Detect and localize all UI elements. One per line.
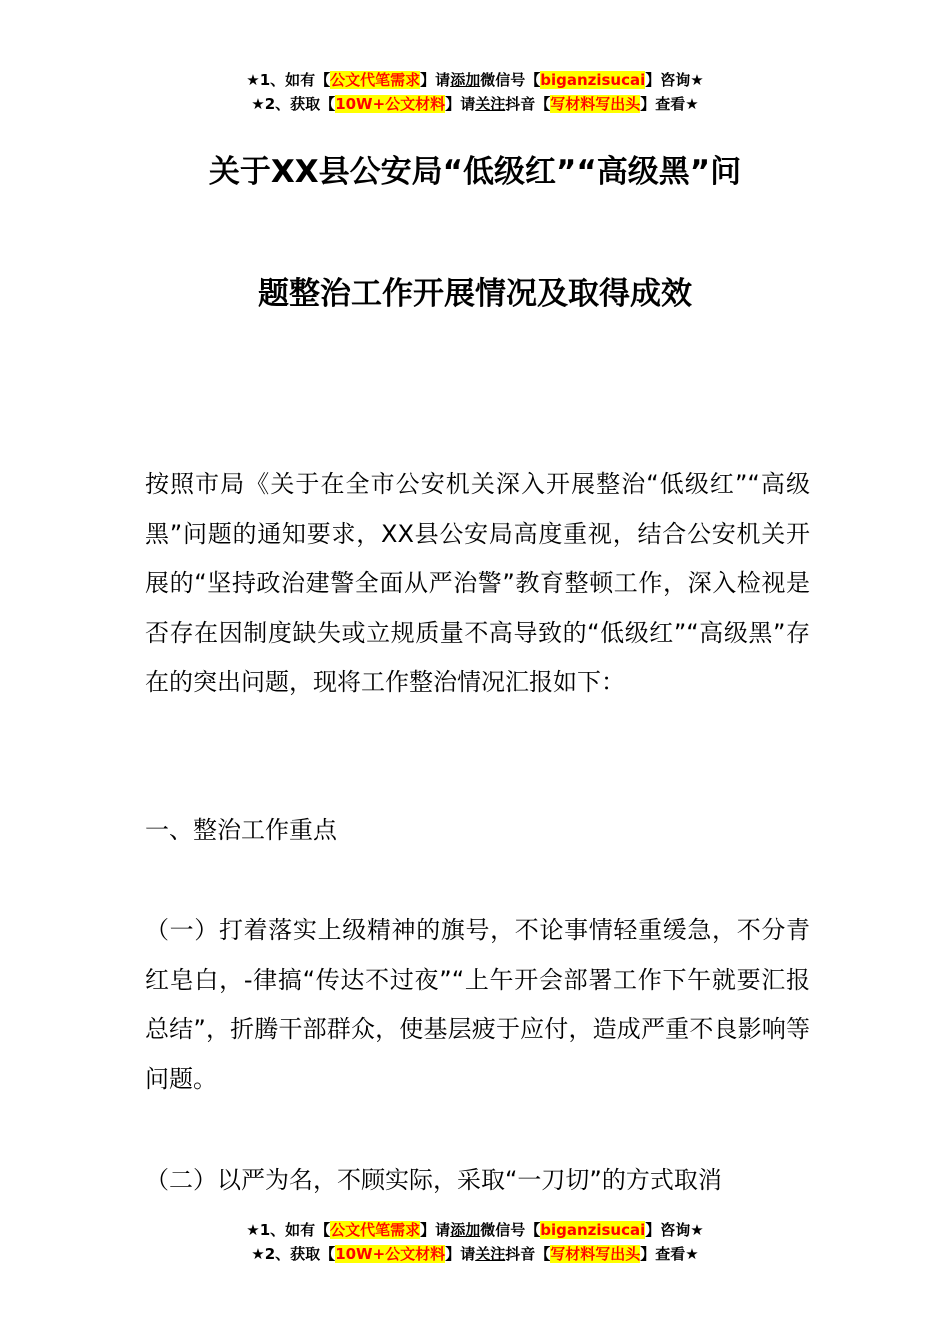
document-title-line-2: 题整治工作开展情况及取得成效 [258,276,692,312]
promo-line-1: ★1、如有【公文代笔需求】请添加微信号【biganzisucai】咨询★ [246,71,704,89]
underline-follow: 关注 [475,95,506,113]
highlight-materials: 10W+公文材料 [335,95,446,113]
underline-follow: 关注 [475,1245,506,1263]
highlight-douyin-account: 写材料写出头 [550,1245,641,1263]
promo-banner-top [0,68,950,116]
highlight-wechat-id: biganzisucai [540,1221,646,1239]
promo-line-2: ★2、获取【10W+公文材料】请关注抖音【写材料写出头】查看★ [251,95,699,113]
highlight-materials: 10W+公文材料 [335,1245,446,1263]
promo-line-1-bottom: ★1、如有【公文代笔需求】请添加微信号【biganzisucai】咨询★ [246,1221,704,1239]
underline-add: 添加 [450,1221,481,1239]
promo-line-2-bottom: ★2、获取【10W+公文材料】请关注抖音【写材料写出头】查看★ [251,1245,699,1263]
item-paragraph-2: （二）以严为名，不顾实际，采取“一刀切”的方式取消 [145,1166,722,1194]
item-paragraph-1: （一）打着落实上级精神的旗号，不论事情轻重缓急，不分青红皂白，-律搞“传达不过夜”“上午开会部署工作下午就要汇报总结”，折腾干部群众，使基层疲于应付，造成严重不良影响等问题。 [145,916,810,1093]
section-heading-1: 一、整治工作重点 [145,816,337,844]
underline-add: 添加 [450,71,481,89]
highlight-service: 公文代笔需求 [330,1221,421,1239]
promo-banner-bottom [0,1218,950,1266]
highlight-service: 公文代笔需求 [330,71,421,89]
intro-paragraph: 按照市局《关于在全市公安机关深入开展整治“低级红”“高级黑”问题的通知要求，XX县公安局高度重视，结合公安机关开展的“坚持政治建警全面从严治警”教育整顿工作，深入检视是否存在因制度缺失或立规质量不高导致的“低级红”“高级黑”存在的突出问题，现将工作整治情况汇报如下： [145,470,810,696]
highlight-wechat-id: biganzisucai [540,71,646,89]
highlight-douyin-account: 写材料写出头 [550,95,641,113]
document-title-line-1: 关于XX县公安局“低级红”“高级黑”问 [208,154,742,190]
